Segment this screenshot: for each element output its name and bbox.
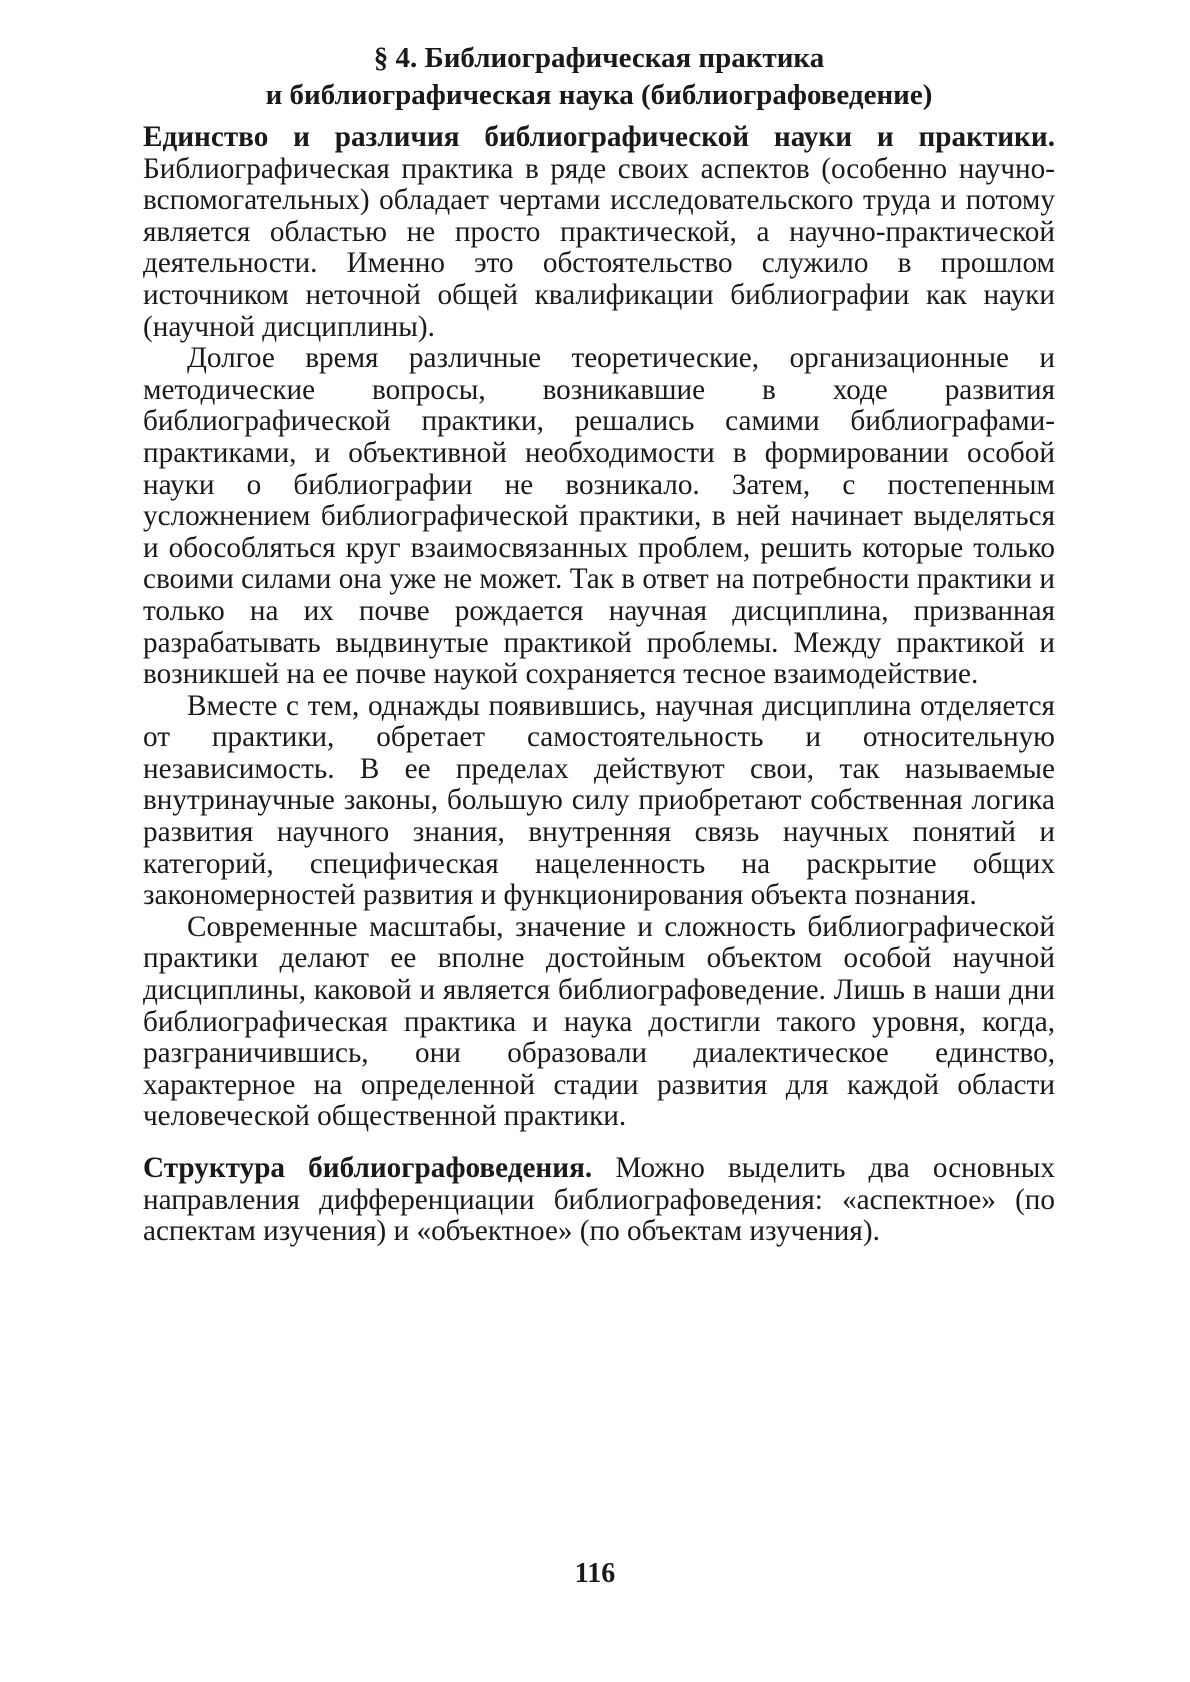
section-heading-line-1: § 4. Библиографическая практика [373,42,825,74]
paragraph-structure [143,1153,1055,1248]
page [143,40,1055,1248]
run-in-heading-unity: Единство и различия библиографической науки и практики. [143,121,1055,153]
section-gap [143,1133,1055,1153]
run-in-heading-structure: Структура библиографоведения. [143,1152,593,1184]
section-heading [143,40,1055,114]
paragraph-independence: Вместе с тем, однажды появившись, научная дисциплина отделяется от практики, обретает самостоятельность и относительную независимость. В ее пределах действуют свои, так называемые внутринаучные законы, большую силу приобретают собственная логика развития научного знания, внутренняя связь научных понятий и категорий, специфическая нацеленность на раскрытие общих закономерностей развития и функционирования объекта познания. [143,689,1055,912]
page-number: 116 [574,1558,616,1589]
section-heading-line-2: и библиографическая наука (библиографоведение) [265,79,933,111]
paragraph-text: Библиографическая практика в ряде своих аспектов (особенно научно-вспомогательных) обладает чертами исследовательского труда и потому является областью не просто практической, а научно-практической деятельности. Именно это обстоятельство служило в прошлом источником неточной общей квалификации библиографии как науки (научной дисциплины). [143,152,1055,343]
paragraph-text: Можно выделить два основных направления дифференциации библиографоведения: «аспектное» (по аспектам изучения) и «объектное» (по объектам изучения). [143,1152,1055,1248]
paragraph-unity-and-differences [143,122,1055,343]
paragraph-modern-scale: Современные масштабы, значение и сложность библиографической практики делают ее вполне достойным объектом особой научной дисциплины, каковой и является библиографоведение. Лишь в наши дни библиографическая практика и наука достигли такого уровня, когда, разграничившись, они образовали диалектическое единство, характерное на определенной стадии развития для каждой области человеческой общественной практики. [143,910,1055,1133]
paragraph-history: Долгое время различные теоретические, организационные и методические вопросы, возникавшие в ходе развития библиографической практики, решались самими библиографами-практиками, и объективной необходимости в формировании особой науки о библиографии не возникало. Затем, с постепенным усложнением библиографической практики, в ней начинает выделяться и обособляться круг взаимосвязанных проблем, решить которые только своими силами она уже не может. Так в ответ на потребности практики и только на их почве рождается научная дисциплина, призванная разрабатывать выдвинутые практикой проблемы. Между практикой и возникшей на ее почве наукой сохраняется тесное взаимодействие. [143,342,1055,691]
